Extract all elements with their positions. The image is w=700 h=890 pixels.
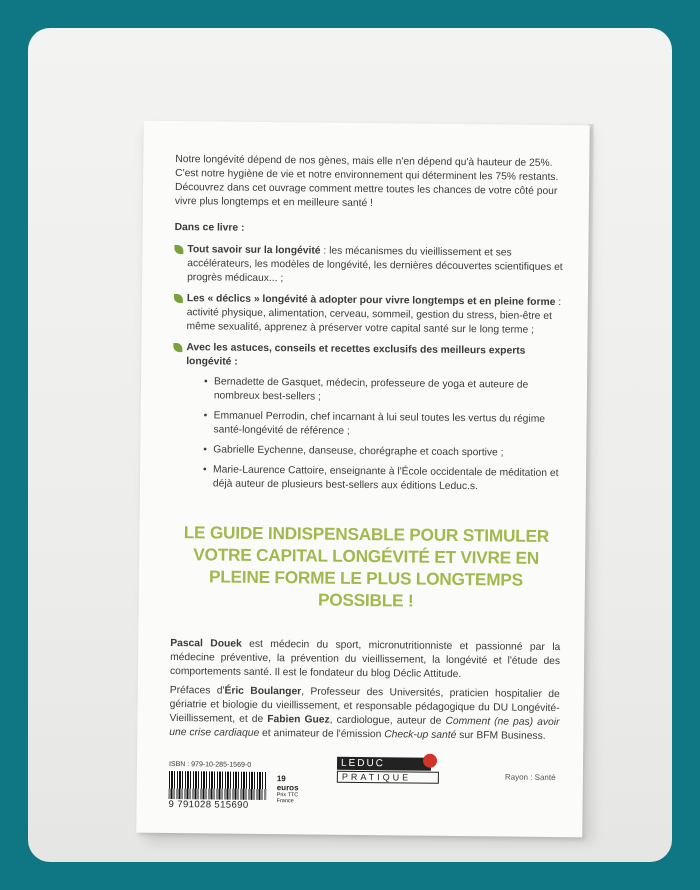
list-item: Tout savoir sur la longévité : les mécanismes du vieillissement et ses accélérateurs, les modèles de longévité, les dernières découvertes scientifiques et progrès médicaux... ; <box>174 243 564 289</box>
list-item: Avec les astuces, conseils et recettes exclusifs des meilleurs experts longévité : • Bernadette de Gasquet, médecin, professeure de yoga et auteure de nombreux best-sellers ; • Emmanuel Perrodin, chef incarnant à lui seul toutes les vertus du régime santé-longévité de référence ; • Gabrielle Eychenne, danseuse, chorégraphe et coach sportive ; • Marie-Laurence Cattoire, enseignante à l'École occidentale de méditation et déjà auteur de plusieurs best-sellers aux éditions Leduc.s. <box>172 341 564 495</box>
intro-text: Notre longévité dépend de nos gènes, mais elle n'en dépend qu'à hauteur de 25%. C'est notre hygiène de vie et notre environnement qui déterminent les 75% restants. Découvrez dans cet ouvrage comment mettre toutes les chances de votre côté pour vivre plus longtemps et en meilleure santé ! <box>174 154 559 210</box>
cover-text <box>169 153 565 749</box>
isbn: ISBN : 979-10-285-1569-0 <box>168 760 252 769</box>
expert-item: • Emmanuel Perrodin, chef incarnant à lui seul toutes les vertus du régime santé-longévité de référence ; <box>203 410 546 437</box>
price: 19 euros Prix TTC France <box>276 774 299 805</box>
section-heading: Dans ce livre : <box>174 222 245 234</box>
publisher-logo: LEDUC PRATIQUE <box>337 753 445 780</box>
tagline: LE GUIDE INDISPENSABLE POUR STIMULER VOTRE CAPITAL LONGÉVITÉ ET VIVRE EN PLEINE FORME LE PLUS LONGTEMPS POSSIBLE ! <box>183 522 550 611</box>
expert-item: • Bernadette de Gasquet, médecin, professeure de yoga et auteure de nombreux best-sellers ; <box>203 376 529 403</box>
list-item: Les « déclics » longévité à adopter pour vivre longtemps et en pleine forme : activité physique, alimentation, cerveau, sommeil, gestion du stress, bien-être et même sexualité, apprenez à préserver votre capital santé sur le long terme ; <box>174 292 564 338</box>
expert-item: • Gabrielle Eychenne, danseuse, chorégraphe et coach sportive ; <box>203 444 504 459</box>
expert-item: • Marie-Laurence Cattoire, enseignante à l'École occidentale de méditation et déjà auteur de plusieurs best-sellers aux éditions Leduc.s. <box>203 464 559 493</box>
rayon-label: Rayon : Santé <box>504 772 556 783</box>
book-back-cover <box>136 121 589 838</box>
leaf-icon <box>174 245 183 254</box>
barcode-number: 9 791028 515690 <box>168 798 249 811</box>
author-bio: Pascal Douek est médecin du sport, micronutritionniste et passionné par la médecine préventive, la prévention du vieillissement, la longévité et l'étude des comportements santé. Il est le fondateur du blog Déclic Attitude. Préfaces d'Éric Boulanger, Professeur des Universités, praticien hospitalier de gériatrie et biologie du vieillissement, et responsable pédagogique du DU Longévité-Vieillissement, et de Fabien Guez, cardiologue, auteur de Comment (ne pas) avoir une crise cardiaque et animateur de l'émission Check-up santé sur BFM Business. <box>169 637 561 742</box>
barcode-icon <box>169 771 267 800</box>
barcode-area <box>169 761 310 811</box>
photo <box>28 28 672 862</box>
leaf-icon <box>174 294 183 303</box>
leaf-icon <box>173 343 182 352</box>
expert-list <box>203 375 563 495</box>
logo-dot-icon <box>423 754 437 768</box>
